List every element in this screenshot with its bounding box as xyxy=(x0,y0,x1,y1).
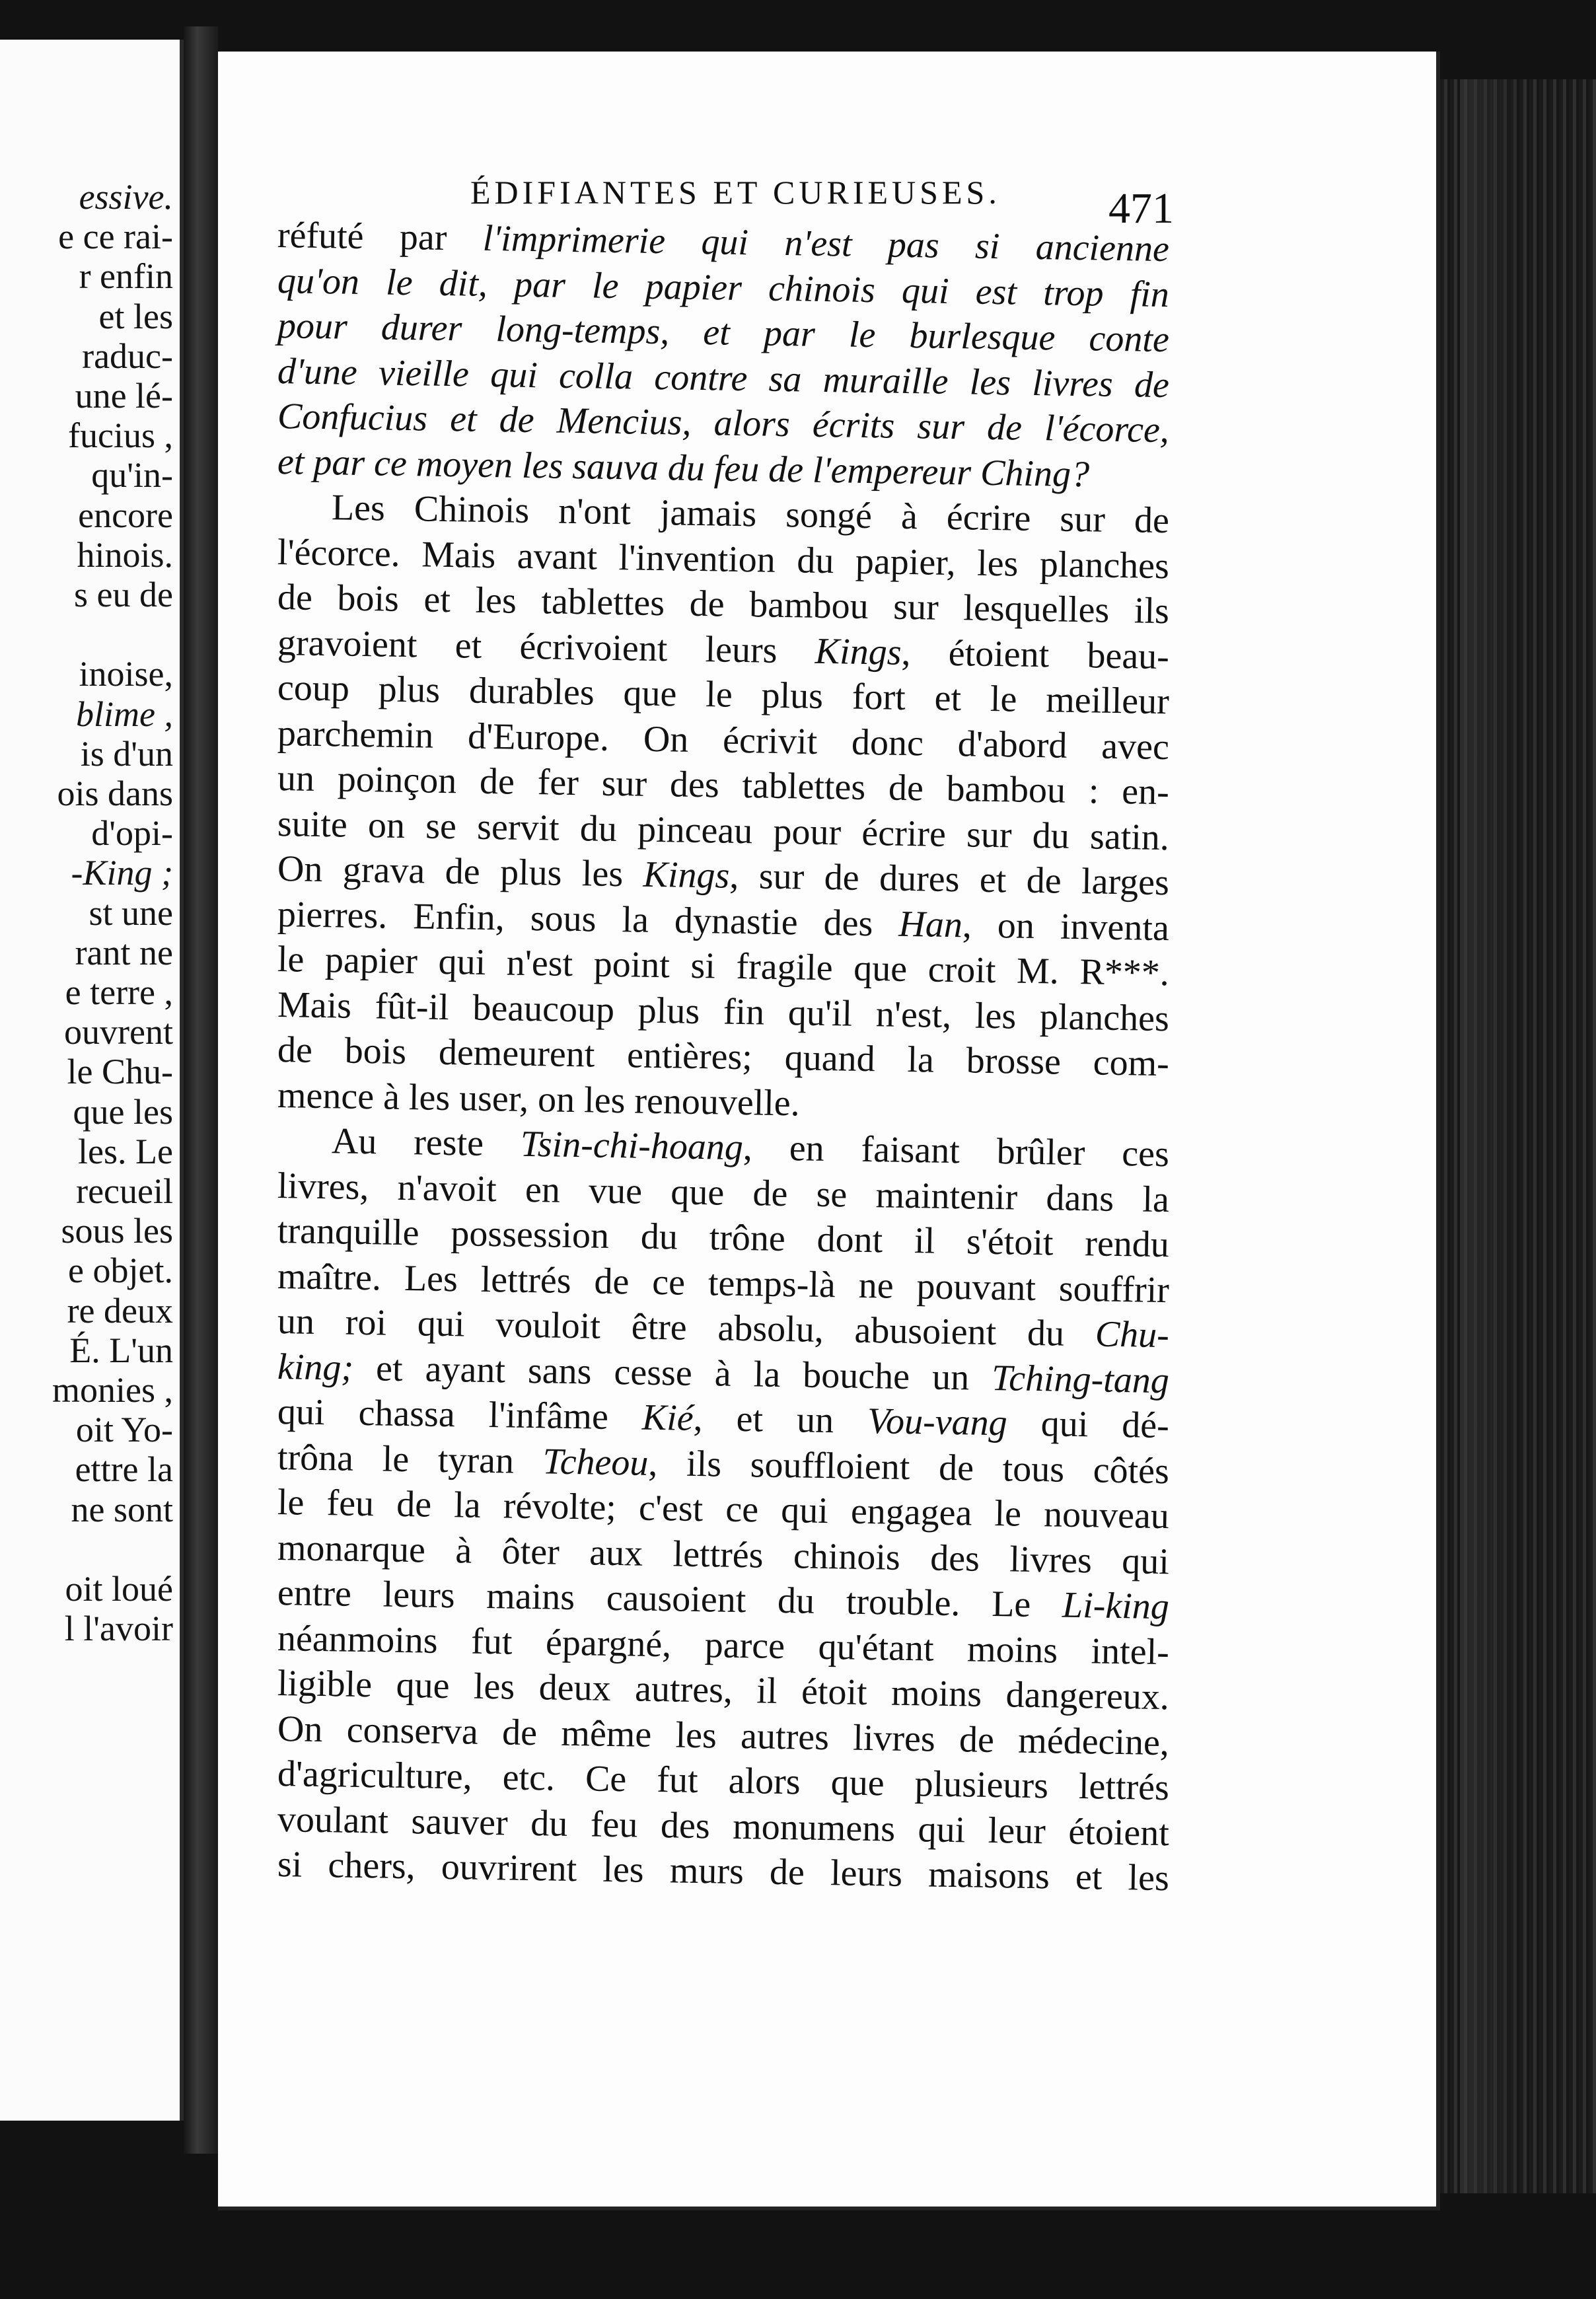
text-segment: d'agriculture, etc. Ce fut alors que plusieurs lettrés xyxy=(277,1753,1170,1809)
previous-page-line: e ce rai- xyxy=(58,217,173,257)
previous-page-line: s eu de xyxy=(74,575,173,614)
text-segment: Mais fût-il beaucoup plus fin qu'il n'est, les planches xyxy=(277,984,1170,1039)
previous-page-line: re deux xyxy=(67,1290,173,1331)
text-segment: mence à les user, on les renouvelle. xyxy=(277,1074,801,1124)
previous-page-line: et les xyxy=(98,296,173,336)
previous-page-line: encore xyxy=(78,495,173,535)
text-segment: qu'on le dit, par le papier chinois qui est trop fin xyxy=(277,260,1170,315)
text-segment: le feu de la révolte; c'est ce qui engagea le nouveau xyxy=(277,1482,1170,1537)
text-segment: Kings xyxy=(815,630,902,673)
text-segment: réfuté par xyxy=(277,215,484,259)
text-segment: l'imprimerie qui n'est pas si ancienne xyxy=(482,217,1170,270)
page-edges xyxy=(1440,79,1596,2193)
previous-page-line: que les xyxy=(73,1091,173,1132)
text-segment: Tsin-chi-hoang xyxy=(520,1123,744,1169)
previous-page-line: st une xyxy=(89,893,173,933)
previous-page-line: r enfin xyxy=(79,256,173,297)
previous-page-line: ouvrent xyxy=(64,1012,173,1052)
text-segment: entre leurs mains causoient du trouble. Le xyxy=(277,1572,1063,1626)
text-segment: Les Chinois n'ont jamais songé à écrire sur de xyxy=(331,487,1170,542)
text-segment: de bois et les tablettes de bambou sur lesquelles ils xyxy=(277,577,1170,632)
page-number: 471 xyxy=(1108,184,1174,233)
text-segment: ligible que les deux autres, il étoit moins dangereux. xyxy=(277,1663,1170,1718)
text-segment: , et un xyxy=(693,1397,868,1442)
previous-page-line: l l'avoir xyxy=(64,1609,173,1649)
text-segment: coup plus durables que le plus fort et le meilleur xyxy=(277,667,1170,723)
previous-page-line: les. Le xyxy=(78,1131,173,1171)
text-segment: parchemin d'Europe. On écrivit donc d'abord avec xyxy=(277,712,1170,768)
previous-page-line: ne sont xyxy=(71,1489,173,1529)
text-segment: Kié xyxy=(641,1397,694,1439)
text-segment: un roi qui vouloit être absolu, abusoient du xyxy=(277,1301,1096,1355)
text-segment: de bois demeurent entières; quand la brosse com- xyxy=(277,1029,1170,1085)
text-segment: d'une vieille qui colla contre sa muraille les livres de xyxy=(277,350,1170,406)
text-segment: trôna le tyran xyxy=(277,1436,544,1482)
text-segment: le papier qui n'est point si fragile que croit M. R***. xyxy=(277,939,1170,994)
text-segment: un poinçon de fer sur des tablettes de bambou : en- xyxy=(277,758,1170,813)
text-segment: néanmoins fut épargné, parce qu'étant moins intel- xyxy=(277,1617,1170,1673)
previous-page-line: d'opi- xyxy=(91,813,173,854)
text-segment: , étoient beau- xyxy=(901,632,1170,677)
previous-page-line: oit Yo- xyxy=(75,1410,173,1450)
previous-page-line: fucius , xyxy=(68,416,173,456)
text-segment: l'écorce. Mais avant l'invention du papier, les planches xyxy=(277,531,1170,587)
text-segment: livres, n'avoit en vue que de se maintenir dans la xyxy=(277,1165,1170,1220)
text-segment: Kings xyxy=(643,854,730,896)
text-segment: king; xyxy=(277,1346,354,1389)
text-segment: Confucius et de Mencius, alors écrits sur de l'écorce, xyxy=(277,396,1170,451)
previous-page-line: monies , xyxy=(52,1370,173,1410)
previous-page-line: recueil xyxy=(76,1171,173,1211)
text-segment: gravoient et écrivoient leurs xyxy=(277,622,816,672)
text-segment: qui chassa l'infâme xyxy=(277,1391,643,1438)
previous-page-line: qu'in- xyxy=(91,455,173,495)
text-segment: tranquille possession du trône dont il s'étoit rendu xyxy=(277,1210,1170,1266)
previous-page-line: -King ; xyxy=(71,853,173,893)
previous-page-line: ois dans xyxy=(57,774,173,813)
previous-page-line: oit loué xyxy=(65,1569,173,1609)
previous-page-line: blime , xyxy=(76,694,173,734)
previous-page-line: inoise, xyxy=(79,654,173,694)
text-segment: , ils souffloient de tous côtés xyxy=(647,1442,1170,1492)
text-segment: , sur de dures et de larges xyxy=(729,855,1170,904)
previous-page-line: le Chu- xyxy=(67,1052,173,1092)
text-segment: voulant sauver du feu des monumens qui leur étoient xyxy=(277,1798,1170,1854)
previous-page-line: ettre la xyxy=(75,1449,173,1490)
previous-page-line: e terre , xyxy=(65,972,173,1012)
previous-page-fragment xyxy=(0,40,184,2121)
text-segment: et par ce moyen les sauva du feu de l'empereur Ching? xyxy=(277,441,1090,495)
previous-page-line: une lé- xyxy=(75,376,173,416)
text-segment: Au reste xyxy=(331,1120,521,1165)
book-gutter xyxy=(184,26,218,2154)
previous-page-line: essive. xyxy=(79,177,173,217)
text-segment: qui dé- xyxy=(1007,1403,1170,1447)
text-segment: monarque à ôter aux lettrés chinois des livres qui xyxy=(277,1527,1170,1582)
text-segment: et ayant sans cesse à la bouche un xyxy=(353,1347,992,1399)
previous-page-line: hinois. xyxy=(77,534,173,575)
running-head: ÉDIFIANTES ET CURIEUSES. xyxy=(470,174,1001,211)
previous-page-line: raduc- xyxy=(82,336,173,376)
previous-page-line: is d'un xyxy=(80,733,173,774)
text-segment: si chers, ouvrirent les murs de leurs maisons et les xyxy=(277,1844,1170,1899)
text-segment: , on inventa xyxy=(962,904,1170,949)
previous-page-line: sous les xyxy=(61,1211,173,1251)
text-segment: , en faisant brûler ces xyxy=(743,1127,1170,1175)
previous-page-line: É. L'un xyxy=(69,1330,173,1370)
text-segment: Chu- xyxy=(1095,1313,1170,1356)
text-segment: pour durer long-temps, et par le burlesque conte xyxy=(277,305,1170,361)
previous-page-line: rant ne xyxy=(75,932,173,972)
text-segment: Tching-tang xyxy=(991,1357,1170,1401)
text-segment: On grava de plus les xyxy=(277,848,644,895)
body-text xyxy=(277,213,1170,1899)
text-segment: Tcheou xyxy=(542,1440,649,1484)
text-segment: Li-king xyxy=(1062,1584,1170,1628)
text-segment: On conserva de même les autres livres de médecine, xyxy=(277,1708,1170,1763)
previous-page-line: e objet. xyxy=(68,1251,173,1291)
text-segment: pierres. Enfin, sous la dynastie des xyxy=(277,893,899,945)
text-segment: suite on se servit du pinceau pour écrire sur du satin. xyxy=(277,803,1170,858)
text-segment: Han xyxy=(898,903,963,945)
text-segment: Vou-vang xyxy=(867,1401,1008,1444)
text-segment: maître. Les lettrés de ce temps-là ne pouvant souffrir xyxy=(277,1255,1170,1311)
